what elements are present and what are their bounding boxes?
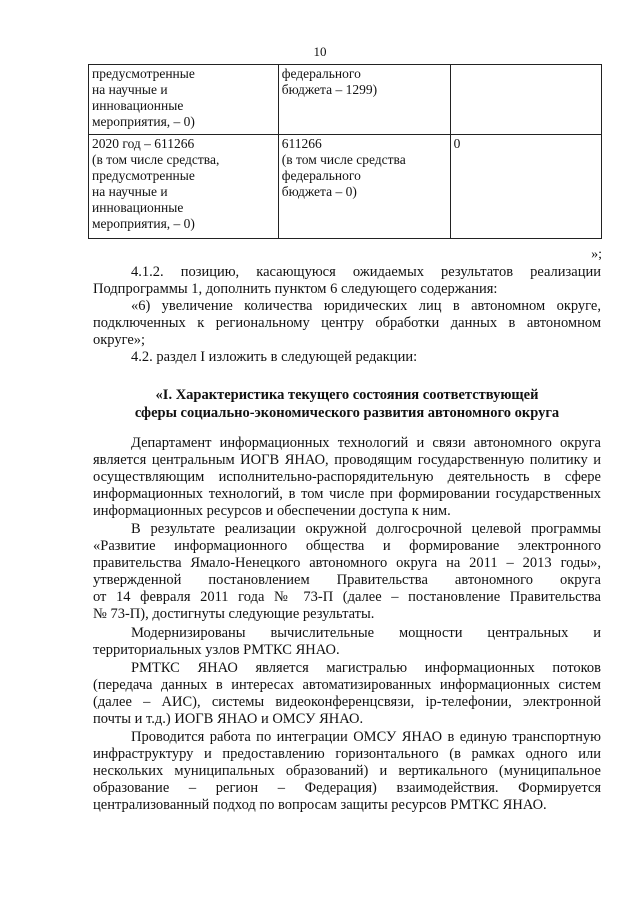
body-paragraph (93, 625, 601, 659)
cell-line: на научные и (92, 82, 168, 97)
text-line: Проводится работа по интеграции ОМСУ ЯНАО в единую транспортную (131, 729, 601, 745)
funding-table (88, 64, 602, 239)
text-line: В результате реализации окружной долгосрочной целевой программы (131, 521, 601, 537)
text-line: осуществляющим исполнительно-распорядительную деятельность в сфере (93, 469, 601, 485)
text-line: почты и т.д.) ИОГВ ЯНАО и ОМСУ ЯНАО. (93, 711, 364, 727)
table-cell (89, 135, 279, 239)
text-line: 4.2. раздел I изложить в следующей редакции: (131, 349, 418, 365)
cell-line: мероприятия, – 0) (92, 216, 195, 231)
cell-line: предусмотренные (92, 66, 195, 81)
body-paragraph (93, 435, 601, 520)
text-line: информационных ресурсов и обеспечении доступа к ним. (93, 503, 451, 519)
paragraph-4-1-2 (93, 264, 601, 298)
text-line: Модернизированы вычислительные мощности центральных и (131, 625, 601, 641)
body-paragraph (93, 660, 601, 728)
table-row (89, 135, 602, 239)
heading-line: сферы социально-экономического развития автономного округа (134, 405, 560, 421)
cell-line: 0 (453, 136, 461, 151)
section-heading (93, 386, 601, 422)
cell-line: федерального (281, 168, 361, 183)
text-line: «6) увеличение количества юридических лиц в автономном округе, (131, 298, 601, 314)
text-line: № 73-П), достигнуты следующие результаты. (93, 606, 375, 622)
body-paragraph (93, 521, 601, 623)
text-line: подключенных к региональному центру обработки данных в автономном (93, 315, 601, 331)
cell-line: федерального (281, 66, 361, 81)
table-cell (450, 65, 601, 135)
body-paragraph (93, 729, 601, 814)
cell-line: 611266 (281, 136, 322, 151)
text-line: Департамент информационных технологий и связи автономного округа (131, 435, 601, 451)
cell-line: инновационные (92, 200, 184, 215)
text-line: (далее – АИС), системы видеоконференцсвязи, ip-телефонии, электронной (93, 694, 601, 710)
text-line: РМТКС ЯНАО является магистралью информационных потоков (131, 660, 601, 676)
text-line: является центральным ИОГВ ЯНАО, проводящим государственную политику и (93, 452, 601, 468)
table-row (89, 65, 602, 135)
heading-line: «I. Характеристика текущего состояния соответствующей (155, 387, 539, 403)
text-line: «Развитие информационного общества и формирование электронного (93, 538, 601, 554)
cell-line: (в том числе средства (281, 152, 406, 167)
text-line: территориальных узлов РМТКС ЯНАО. (93, 642, 340, 658)
paragraph-item-6 (93, 298, 601, 349)
text-line: округе»; (93, 332, 146, 348)
table-cell (450, 135, 601, 239)
closing-quote: »; (591, 247, 602, 262)
paragraph-4-2 (93, 349, 601, 366)
text-line: правительства Ямало-Ненецкого автономного округа на 2011 – 2013 годы», (93, 555, 601, 571)
page-number: 10 (313, 44, 327, 59)
text-line: (передача данных в интересах автоматизированных информационных систем (93, 677, 601, 693)
text-line: нескольких муниципальных образований) и вертикального (муниципальное (93, 763, 601, 779)
text-line: образование – регион – Федерация) взаимодействия. Формируется (93, 780, 601, 796)
cell-line: (в том числе средства, (92, 152, 220, 167)
text-line: от 14 февраля 2011 года № 73-П (далее – постановление Правительства (93, 589, 601, 605)
cell-line: инновационные (92, 98, 184, 113)
cell-line: предусмотренные (92, 168, 195, 183)
text-line: 4.1.2. позицию, касающуюся ожидаемых результатов реализации (131, 264, 601, 280)
cell-line: бюджета – 1299) (281, 82, 378, 97)
text-line: информационных технологий, в том числе при формировании государственных (93, 486, 601, 502)
text-line: централизованный подход по вопросам защиты ресурсов РМТКС ЯНАО. (93, 797, 547, 813)
text-line: Подпрограммы 1, дополнить пунктом 6 следующего содержания: (93, 281, 498, 297)
table-cell (89, 65, 279, 135)
cell-line: бюджета – 0) (281, 184, 357, 199)
text-line: инфраструктуру и предоставлению горизонтального (в рамках одного или (93, 746, 601, 762)
cell-line: мероприятия, – 0) (92, 114, 195, 129)
table-cell (278, 135, 450, 239)
text-line: утвержденной постановлением Правительства автономного округа (93, 572, 601, 588)
cell-line: на научные и (92, 184, 168, 199)
cell-line: 2020 год – 611266 (92, 136, 195, 151)
table-cell (278, 65, 450, 135)
